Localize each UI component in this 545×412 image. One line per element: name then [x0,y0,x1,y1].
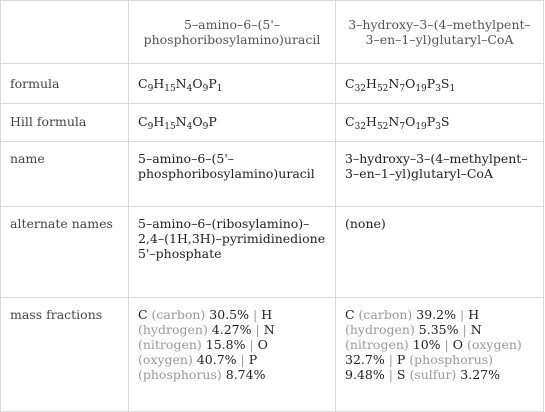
element-symbol: O [257,337,268,352]
fraction-value: 9.48% [345,367,385,382]
row-label-formula: formula [1,64,129,104]
element-name: (oxygen) [138,352,197,367]
separator: | [251,322,264,337]
formula-sub: 52 [376,84,389,94]
mass-fraction-item [345,307,456,322]
element-symbol: H [468,307,480,322]
formula-sub: 32 [354,84,367,94]
fraction-value: 39.2% [416,307,457,322]
formula-sub: 9 [202,122,209,132]
formula-sub: 32 [354,122,367,132]
formula-sub: 19 [415,84,427,94]
element-symbol: N [470,322,482,337]
separator: | [384,367,397,382]
formula-sub: 15 [164,84,176,94]
element-symbol: O [452,337,463,352]
table-row [1,207,544,298]
formula-sub: 3 [435,122,441,132]
element-symbol: H [261,307,273,322]
element-name: (carbon) [354,307,417,322]
mass-fraction-item [397,367,500,382]
element-name: (nitrogen) [345,337,413,352]
formula-sub: 9 [147,122,154,132]
fraction-value: 4.27% [211,322,252,337]
mass-fraction-item [138,307,249,322]
row-label-alternate-names: alternate names [1,207,129,298]
formula-sub: 1 [449,84,456,94]
mass-fractions-compound-2 [336,298,544,412]
row-label-hill-formula: Hill formula [1,104,129,142]
fraction-value: 30.5% [209,307,250,322]
element-name: (oxygen) [462,337,522,352]
name-compound-1: 5–amino–6–(5'–phosphoribosylamino)uracil [129,142,336,207]
element-symbol: C [138,307,148,322]
table-row [1,104,544,142]
fraction-value: 15.8% [205,337,246,352]
formula-sub: 19 [415,122,427,132]
formula-sub: 4 [186,122,193,132]
header-compound-2: 3–hydroxy–3–(4–methylpent–3–en–1–yl)glutaryl–CoA [336,1,544,64]
name-compound-2: 3–hydroxy–3–(4–methylpent–3–en–1–yl)glutaryl–CoA [336,142,544,207]
separator: | [249,307,262,322]
corner-cell [1,1,129,64]
separator: | [456,307,469,322]
element-symbol: C [345,307,355,322]
element-name: (hydrogen) [138,322,212,337]
formula-sub: 15 [164,122,176,132]
element-name: (carbon) [147,307,210,322]
element-symbol: S [396,367,406,382]
formula-sub: 7 [399,122,406,132]
fraction-value: 3.27% [460,367,501,382]
hill-formula-compound-2: $C_{32}H_{52}N_7O_{19}P_3S$ [336,104,544,142]
alternate-names-compound-2: (none) [336,207,544,298]
separator: | [384,352,397,367]
mass-fractions-compound-1 [129,298,336,412]
formula-sub: 52 [376,122,389,132]
row-label-name: name [1,142,129,207]
formula-sub: 9 [147,84,154,94]
fraction-value: 5.35% [418,322,459,337]
table-row [1,298,544,412]
header-compound-1: 5–amino–6–(5'–phosphoribosylamino)uracil [129,1,336,64]
element-name: (phosphorus) [138,367,226,382]
formula-compound-2: $C_{32}H_{52}N_7O_{19}P_3S_1$ [336,64,544,104]
element-name: (sulfur) [405,367,461,382]
separator: | [236,352,249,367]
element-symbol: P [248,352,258,367]
element-name: (hydrogen) [345,322,419,337]
element-symbol: N [263,322,275,337]
element-name: (phosphorus) [405,352,494,367]
fraction-value: 40.7% [196,352,237,367]
alternate-names-compound-1: 5–amino–6–(ribosylamino)–2,4–(1H,3H)–pyrimidinedione 5'–phosphate [129,207,336,298]
header-row [1,1,544,64]
element-name: (nitrogen) [138,337,206,352]
fraction-value: 8.74% [225,367,266,382]
row-label-mass-fractions: mass fractions [1,298,129,412]
fraction-value: 10% [412,337,441,352]
hill-formula-compound-1: $C_9H_{15}N_4O_9P$ [129,104,336,142]
table-row [1,142,544,207]
element-symbol: P [396,352,406,367]
formula-sub: 4 [186,84,193,94]
formula-sub: 9 [202,84,209,94]
separator: | [440,337,453,352]
table-row [1,64,544,104]
formula-sub: 3 [435,84,441,94]
formula-sub: 7 [399,84,406,94]
separator: | [458,322,471,337]
formula-compound-1: $C_9H_{15}N_4O_9P_1$ [129,64,336,104]
fraction-value: 32.7% [345,352,385,367]
separator: | [245,337,258,352]
formula-sub: 1 [216,84,223,94]
